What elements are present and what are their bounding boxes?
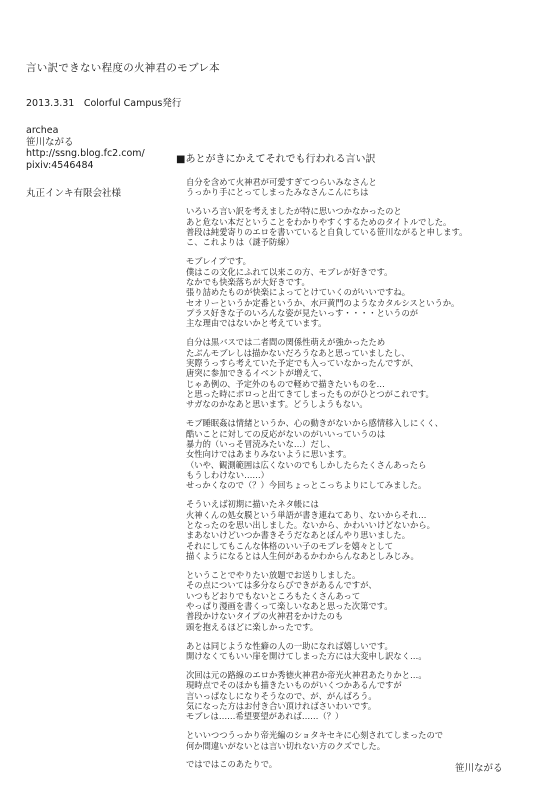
text-line: そういえば初期に描いたネタ帳には <box>186 499 319 510</box>
text-line: あとは同じような性癖の人の一助になれば嬉しいです。 <box>186 640 393 651</box>
text-line: 普段は純愛寄りのエロを書いていると自負している笹川ながると申します。 <box>186 226 468 237</box>
text-line: モブレイプです。 <box>186 256 251 267</box>
text-line: プラス好きな子のいろんな姿が見たいっす・・・・というのが <box>186 307 419 318</box>
text-line: 酷いことに対しての反応がないのがいいっていうのは <box>186 428 386 439</box>
circle-name: archea <box>26 125 59 136</box>
text-line: 言いっぱなしになりそうなので、が、がんばろう。 <box>186 690 377 701</box>
text-line: 頭を抱えるほどに楽しかったです。 <box>186 621 319 632</box>
text-line: こ、これよりは（謎予防線） <box>186 237 294 248</box>
pixiv-id: pixiv:4546484 <box>26 159 94 171</box>
afterword-paragraph <box>186 730 521 751</box>
text-line: 唐突に参加できるイベントが増えて、 <box>186 368 327 379</box>
text-line: 女性向けではあまりみないように思います。 <box>186 449 352 460</box>
author-name: 笹川ながる <box>26 136 74 148</box>
text-line: なかでも快楽落ちが大好きです。 <box>186 276 310 287</box>
text-line: 次回は元の路線のエロか秀徳火神君か帝光火神君あたりかと…。 <box>186 669 427 680</box>
text-line: 自分は黒バスでは二者間の関係性萌えが強かったため <box>186 337 386 348</box>
afterword-paragraph <box>186 177 521 198</box>
text-line: セオリーというか定番というか、水戸黄門のようなカタルシスというか。 <box>186 297 460 308</box>
text-line: うっかり手にとってしまったみなさんこんにちは <box>186 187 369 198</box>
afterword-paragraph <box>186 499 521 561</box>
text-line: と思った時にポロっと出てきてしまったものがひとつがこれです。 <box>186 388 434 399</box>
text-line: （いや、観測範囲は広くないのでもしかしたらたくさんあったら <box>186 459 427 470</box>
text-line: ではではこのあたりで。 <box>186 759 278 770</box>
text-line: いろいろ言い訳を考えましたが特に思いつかなかったのと <box>186 206 402 217</box>
afterword-body <box>176 177 521 770</box>
text-line: サガなのかなあと思います。どうしようもない。 <box>186 399 368 410</box>
text-line: 実際うっすら考えていた予定でも入っていなかったんですが、 <box>186 357 419 368</box>
text-line: 普段かけないタイプの火神君をかけたのも <box>186 611 344 622</box>
text-line: 張り詰めたものが快楽によってとけていくのがいいですね。 <box>186 287 411 298</box>
text-line: もうしわけない……） <box>186 469 269 480</box>
text-line: せっかくなので（？）今回ちょっとこっちよりにしてみました。 <box>186 480 427 491</box>
book-title: 言い訳できない程度の火神君のモブレ本 <box>26 62 220 74</box>
website-url: http://ssng.blog.fc2.com/ <box>26 148 145 159</box>
text-line: 現時点でそのほかも描きたいものがいくつかあるんですが <box>186 680 402 691</box>
afterword-paragraph <box>186 570 521 632</box>
printer-credit: 丸正インキ有限会社様 <box>26 188 122 199</box>
text-line: 僕はこの文化にふれて以来この方、モブレが好きです。 <box>186 266 393 277</box>
afterword-paragraph <box>186 670 521 722</box>
afterword-section <box>176 150 521 778</box>
text-line: それにしてもこんな体格のいい子のモブレを嬉々として <box>186 540 394 551</box>
afterword-paragraph <box>186 337 521 409</box>
text-line: 自分を含めて火神君が可愛すぎてつらいみなさんと <box>186 177 377 187</box>
signature: 笹川ながる <box>455 763 503 774</box>
afterword-paragraph <box>186 418 521 490</box>
afterword-paragraph <box>186 206 521 247</box>
text-line: 暴力的（いっそ冒涜みたいな…）だし、 <box>186 438 336 449</box>
text-line: 火神くんの処女膜という単語が書き連ねてあり、ないからそれ… <box>186 509 427 520</box>
text-line: やっぱり漫画を書くって楽しいなあと思った次第です。 <box>186 600 393 611</box>
afterword-heading: ■あとがきにかえてそれでも行われる言い訳 <box>176 154 376 165</box>
text-line: あと危ない本だということをわかりやすくするためのタイトルでした。 <box>186 216 452 227</box>
text-line: いつもどおりでもないところもたくさんあって <box>186 590 361 601</box>
text-line: 何か間違いがないとは言い切れない方のクズでした。 <box>186 740 386 751</box>
afterword-paragraph <box>186 641 521 662</box>
text-line: まあないけどいつか書きそうだなあとぼんやり思いました。 <box>186 530 411 541</box>
text-line: モブレは……希望要望があれば……（？） <box>186 711 344 722</box>
text-line: 開けなくてもいい扉を開けてしまった方には大変申し訳なく…。 <box>186 650 427 661</box>
text-line: モブ睡眠姦は情緒というか、心の動きがないから感情移入しにくく、 <box>186 418 444 429</box>
text-line: 描くようになるとは人生何があるかわからんなあとしみじみ。 <box>186 550 419 561</box>
text-line: たぶんモブレしは描かないだろうなあと思っていましたし、 <box>186 347 410 358</box>
text-line: 主な理由ではないかと考えています。 <box>186 318 327 329</box>
text-line: その点については多分ならびできがあるんですが、 <box>186 580 377 591</box>
text-line: といいつつうっかり帝光編のショタキセキに心刻されてしまったので <box>186 730 444 741</box>
text-line: となったのを思い出しました。ないから、かわいいけどないから。 <box>186 519 435 530</box>
text-line: 気になった方はお付き合い頂ければさいわいです。 <box>186 700 377 711</box>
text-line: ということでやりたい放題でお送りしました。 <box>186 569 361 580</box>
publication-date-line: 2013.3.31 Colorful Campus発行 <box>26 98 182 109</box>
afterword-paragraph <box>186 256 521 328</box>
text-line: じゃあ例の、予定外のもので軽めで描きたいものを… <box>186 378 385 389</box>
